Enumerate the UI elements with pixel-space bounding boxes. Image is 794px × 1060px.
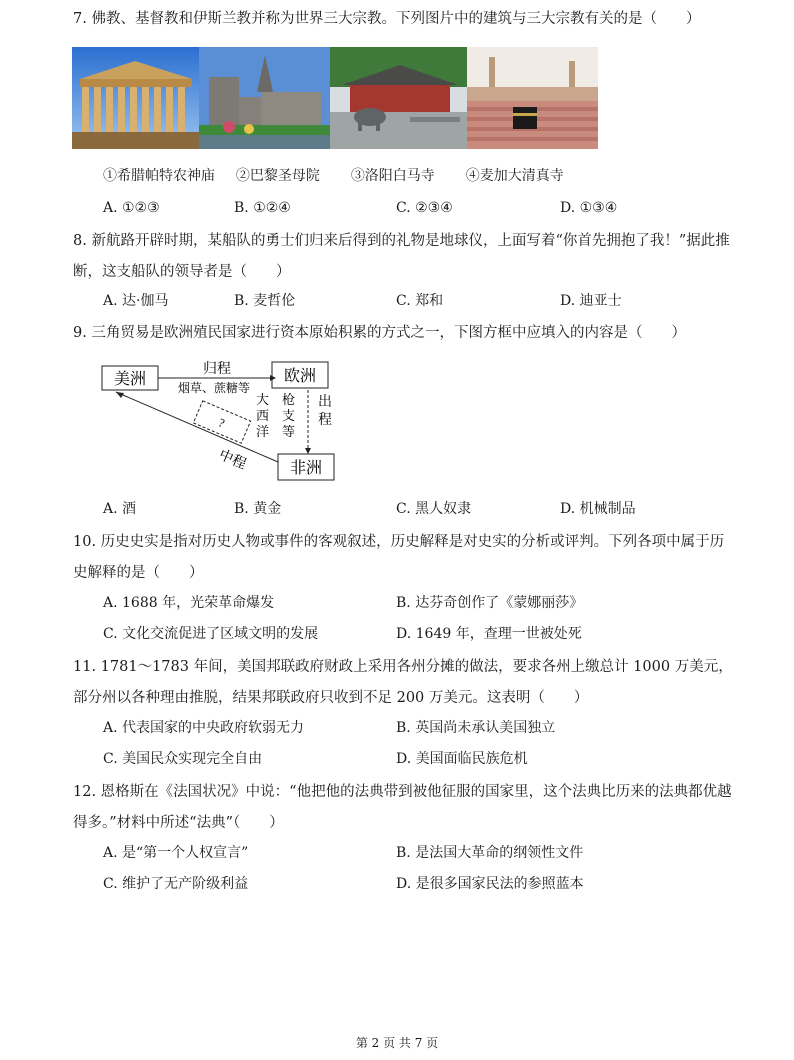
outbound-goods-char-1: 枪 bbox=[282, 392, 296, 407]
question-7-photos bbox=[72, 47, 598, 149]
question-10-option-c[interactable]: C. 文化交流促进了区域文明的发展 bbox=[103, 626, 319, 642]
question-8-stem: 8. 新航路开辟时期，某船队的勇士们归来后得到的礼物是地球仪，上面写着“你首先拥抱了我！”据此推断，这支船队的领导者是（ ） bbox=[73, 233, 730, 280]
return-leg-label: 归程 bbox=[203, 362, 231, 377]
parthenon-photo bbox=[72, 47, 199, 149]
ocean-char-3: 洋 bbox=[256, 424, 270, 439]
question-11-stem: 11. 1781～1783 年间，美国邦联政府财政上采用各州分摊的做法，要求各州上缴总计 1000 万美元，部分州以各种理由推脱，结果邦联政府只收到不足 200 万美元。这表明（ ） bbox=[73, 659, 733, 706]
question-11-option-c[interactable]: C. 美国民众实现完全自由 bbox=[103, 751, 263, 767]
question-7-option-d[interactable]: D. ①③④ bbox=[560, 200, 618, 216]
white-horse-temple-photo bbox=[330, 47, 467, 149]
question-12-option-c[interactable]: C. 维护了无产阶级利益 bbox=[103, 876, 249, 892]
question-10-option-a[interactable]: A. 1688 年，光荣革命爆发 bbox=[103, 595, 275, 611]
question-8-option-c[interactable]: C. 郑和 bbox=[396, 293, 444, 309]
caption-3: ③洛阳白马寺 bbox=[350, 168, 435, 184]
question-12-option-b[interactable]: B. 是法国大革命的纲领性文件 bbox=[396, 845, 584, 861]
mecca-mosque-photo bbox=[467, 47, 598, 149]
question-11-option-b[interactable]: B. 英国尚未承认美国独立 bbox=[396, 720, 556, 736]
question-10-stem: 10. 历史史实是指对历史人物或事件的客观叙述，历史解释是对史实的分析或评判。下列各项中属于历史解释的是（ ） bbox=[73, 534, 725, 581]
question-8-option-b[interactable]: B. 麦哲伦 bbox=[234, 293, 296, 309]
outbound-char-2: 程 bbox=[318, 413, 332, 428]
ocean-char-2: 西 bbox=[256, 408, 270, 423]
question-8-option-a[interactable]: A. 达·伽马 bbox=[103, 293, 169, 309]
question-7-option-b[interactable]: B. ①②④ bbox=[234, 200, 291, 216]
outbound-char-1: 出 bbox=[318, 395, 332, 410]
question-7-captions bbox=[103, 166, 564, 186]
ocean-char-1: 大 bbox=[256, 392, 270, 407]
question-10-option-d[interactable]: D. 1649 年，查理一世被处死 bbox=[396, 626, 582, 642]
question-9-option-a[interactable]: A. 酒 bbox=[103, 501, 137, 517]
question-9-option-b[interactable]: B. 黄金 bbox=[234, 501, 282, 517]
question-7-option-a[interactable]: A. ①②③ bbox=[103, 200, 160, 216]
question-10-option-b[interactable]: B. 达芬奇创作了《蒙娜丽莎》 bbox=[396, 595, 584, 611]
question-9-option-c[interactable]: C. 黑人奴隶 bbox=[396, 501, 472, 517]
question-7-stem: 7. 佛教、基督教和伊斯兰教并称为世界三大宗教。下列图片中的建筑与三大宗教有关的是（ ） bbox=[73, 11, 701, 27]
outbound-goods-char-2: 支 bbox=[282, 408, 296, 423]
unknown-box-label: ? bbox=[216, 415, 227, 431]
europe-label: 欧洲 bbox=[283, 368, 317, 385]
caption-1: ①希腊帕特农神庙 bbox=[103, 168, 215, 184]
africa-label: 非洲 bbox=[289, 460, 323, 477]
outbound-goods-char-3: 等 bbox=[282, 424, 296, 439]
question-7-option-c[interactable]: C. ②③④ bbox=[396, 200, 453, 216]
question-12-stem: 12. 恩格斯在《法国状况》中说：“他把他的法典带到被他征服的国家里，这个法典比历来的法典都优越得多。”材料中所述“法典”（ ） bbox=[73, 784, 732, 831]
question-12-option-a[interactable]: A. 是“第一个人权宣言” bbox=[103, 845, 249, 861]
question-9-option-d[interactable]: D. 机械制品 bbox=[560, 501, 636, 517]
triangular-trade-diagram bbox=[100, 358, 350, 486]
page-footer: 第 2 页 共 7 页 bbox=[355, 1036, 439, 1050]
caption-4: ④麦加大清真寺 bbox=[465, 168, 564, 184]
question-9-stem: 9. 三角贸易是欧洲殖民国家进行资本原始积累的方式之一，下图方框中应填入的内容是（ ） bbox=[73, 325, 686, 341]
middle-passage-label: 中程 bbox=[216, 447, 249, 473]
question-11-option-d[interactable]: D. 美国面临民族危机 bbox=[396, 751, 528, 767]
return-goods-label: 烟草、蔗糖等 bbox=[177, 381, 251, 395]
question-12-option-d[interactable]: D. 是很多国家民法的参照蓝本 bbox=[396, 876, 584, 892]
caption-2: ②巴黎圣母院 bbox=[235, 168, 320, 184]
question-11-option-a[interactable]: A. 代表国家的中央政府软弱无力 bbox=[103, 720, 305, 736]
america-label: 美洲 bbox=[113, 371, 147, 388]
notre-dame-photo bbox=[199, 47, 330, 149]
question-8-option-d[interactable]: D. 迪亚士 bbox=[560, 293, 622, 309]
